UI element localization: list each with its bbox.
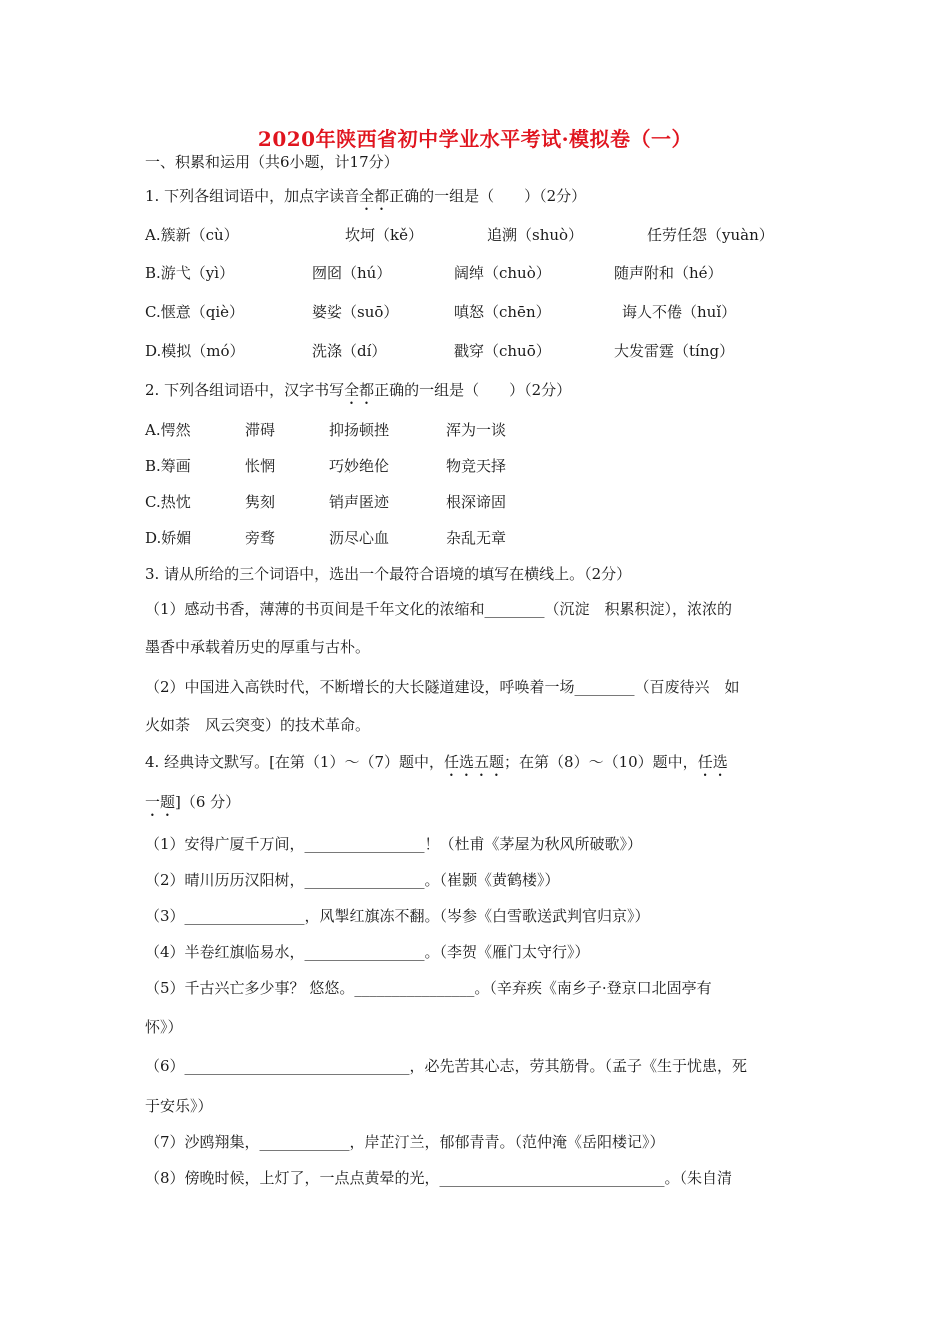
q4-item-1: （1）安得广厦千万间，________________！（杜甫《茅屋为秋风所破歌》） bbox=[145, 835, 643, 853]
q4-stem-text: 4. 经典诗文默写。[在第（1）～（7）题中， bbox=[145, 753, 445, 771]
q2-option-c-2: 隽刻 bbox=[245, 493, 276, 511]
q1-option-b-1: B.游弋（yì） bbox=[145, 264, 235, 282]
q4-stem-text-mid: ；在第（8）～（10）题中， bbox=[504, 753, 698, 771]
q2-option-b-4: 物竞天择 bbox=[446, 457, 507, 475]
q1-option-a-3: 追溯（shuò） bbox=[487, 226, 584, 244]
section-heading: 一、积累和运用（共6小题，计17分） bbox=[145, 153, 399, 171]
q2-stem-emphasis: 全都 bbox=[344, 381, 375, 399]
q4-item-6-line2: 于安乐》） bbox=[145, 1097, 213, 1115]
q1-option-d-3: 戳穿（chuō） bbox=[454, 342, 551, 360]
q1-option-b-4: 随声附和（hé） bbox=[614, 264, 723, 282]
q1-option-c-1: C.惬意（qiè） bbox=[145, 303, 244, 321]
q2-stem-text-end: 正确的一组是（ ）（2分） bbox=[374, 381, 572, 399]
q4-item-5-line2: 怀》） bbox=[145, 1018, 183, 1036]
q4-stem-text-end: ]（6 分） bbox=[175, 793, 241, 811]
q1-stem bbox=[145, 186, 586, 214]
q2-option-a-4: 浑为一谈 bbox=[446, 421, 507, 439]
q1-option-a-2: 坎坷（kě） bbox=[345, 226, 423, 244]
q2-option-c-3: 销声匿迹 bbox=[329, 493, 390, 511]
q1-option-a-4: 任劳任怨（yuàn） bbox=[647, 226, 774, 244]
q1-option-b-3: 阔绰（chuò） bbox=[454, 264, 551, 282]
q2-option-b-1: B.筹画 bbox=[145, 457, 191, 475]
q2-option-a-2: 滞碍 bbox=[245, 421, 276, 439]
q4-item-3: （3）________________，风掣红旗冻不翻。（岑参《白雪歌送武判官归京》） bbox=[145, 907, 650, 925]
q3-part1-line1: （1）感动书香，薄薄的书页间是千年文化的浓缩和________（沉淀 积累积淀），浓浓的 bbox=[145, 600, 733, 618]
q3-part2-line1: （2）中国进入高铁时代，不断增长的大长隧道建设，呼唤着一场________（百废待兴 如 bbox=[145, 678, 740, 696]
q4-item-8: （8）傍晚时候，上灯了，一点点黄晕的光，______________________________。（朱自清 bbox=[145, 1169, 733, 1187]
q1-stem-text: 1. 下列各组词语中，加点字读音 bbox=[145, 187, 360, 205]
q4-item-7: （7）沙鸥翔集，____________，岸芷汀兰，郁郁青青。（范仲淹《岳阳楼记》） bbox=[145, 1133, 665, 1151]
q1-option-c-2: 婆娑（suō） bbox=[312, 303, 399, 321]
q4-stem-line2 bbox=[145, 792, 240, 820]
q2-stem-text: 2. 下列各组词语中，汉字书写 bbox=[145, 381, 345, 399]
q1-option-b-2: 囫囵（hú） bbox=[312, 264, 392, 282]
q3-stem: 3. 请从所给的三个词语中，选出一个最符合语境的填写在横线上。（2分） bbox=[145, 565, 632, 583]
q2-option-b-3: 巧妙绝伦 bbox=[329, 457, 390, 475]
q1-option-d-4: 大发雷霆（tíng） bbox=[614, 342, 735, 360]
q1-option-d-2: 洗涤（dí） bbox=[312, 342, 387, 360]
q2-option-d-1: D.娇媚 bbox=[145, 529, 192, 547]
q4-stem-emphasis-2: 任选 bbox=[697, 753, 728, 771]
q2-option-a-1: A.愕然 bbox=[145, 421, 191, 439]
q1-stem-text-end: 正确的一组是（ ）（2分） bbox=[389, 187, 587, 205]
q3-part1-line2: 墨香中承载着历史的厚重与古朴。 bbox=[145, 638, 371, 656]
q2-option-c-4: 根深谛固 bbox=[446, 493, 507, 511]
q1-option-a-1: A.簇新（cù） bbox=[145, 226, 239, 244]
q4-stem-line1 bbox=[145, 752, 728, 780]
q2-option-a-3: 抑扬顿挫 bbox=[329, 421, 390, 439]
q1-option-c-4: 诲人不倦（huǐ） bbox=[622, 303, 737, 321]
q2-option-d-2: 旁骛 bbox=[245, 529, 276, 547]
q2-option-d-4: 杂乱无章 bbox=[446, 529, 507, 547]
q4-item-6-line1: （6）______________________________，必先苦其心志，劳其筋骨。（孟子《生于忧患，死 bbox=[145, 1057, 748, 1075]
q3-part2-line2: 火如荼 风云突变）的技术革命。 bbox=[145, 716, 371, 734]
exam-title: 2020年陕西省初中学业水平考试·模拟卷（一） bbox=[257, 127, 693, 151]
q4-item-5-line1: （5）千古兴亡多少事？ 悠悠。________________。（辛弃疾《南乡子·登京口北固亭有 bbox=[145, 979, 712, 997]
q2-option-c-1: C.热忱 bbox=[145, 493, 191, 511]
q2-option-b-2: 怅惘 bbox=[245, 457, 276, 475]
q4-item-4: （4）半卷红旗临易水，________________。（李贺《雁门太守行》） bbox=[145, 943, 590, 961]
q1-option-d-1: D.模拟（mó） bbox=[145, 342, 245, 360]
q1-stem-emphasis: 全都 bbox=[359, 187, 390, 205]
q2-stem bbox=[145, 380, 571, 408]
q2-option-d-3: 沥尽心血 bbox=[329, 529, 390, 547]
q1-option-c-3: 嗔怒（chēn） bbox=[454, 303, 551, 321]
q4-stem-emphasis-3: 一题 bbox=[145, 793, 176, 811]
q4-stem-emphasis-1: 任选五题 bbox=[444, 753, 505, 771]
q4-item-2: （2）晴川历历汉阳树，________________。（崔颢《黄鹤楼》） bbox=[145, 871, 560, 889]
